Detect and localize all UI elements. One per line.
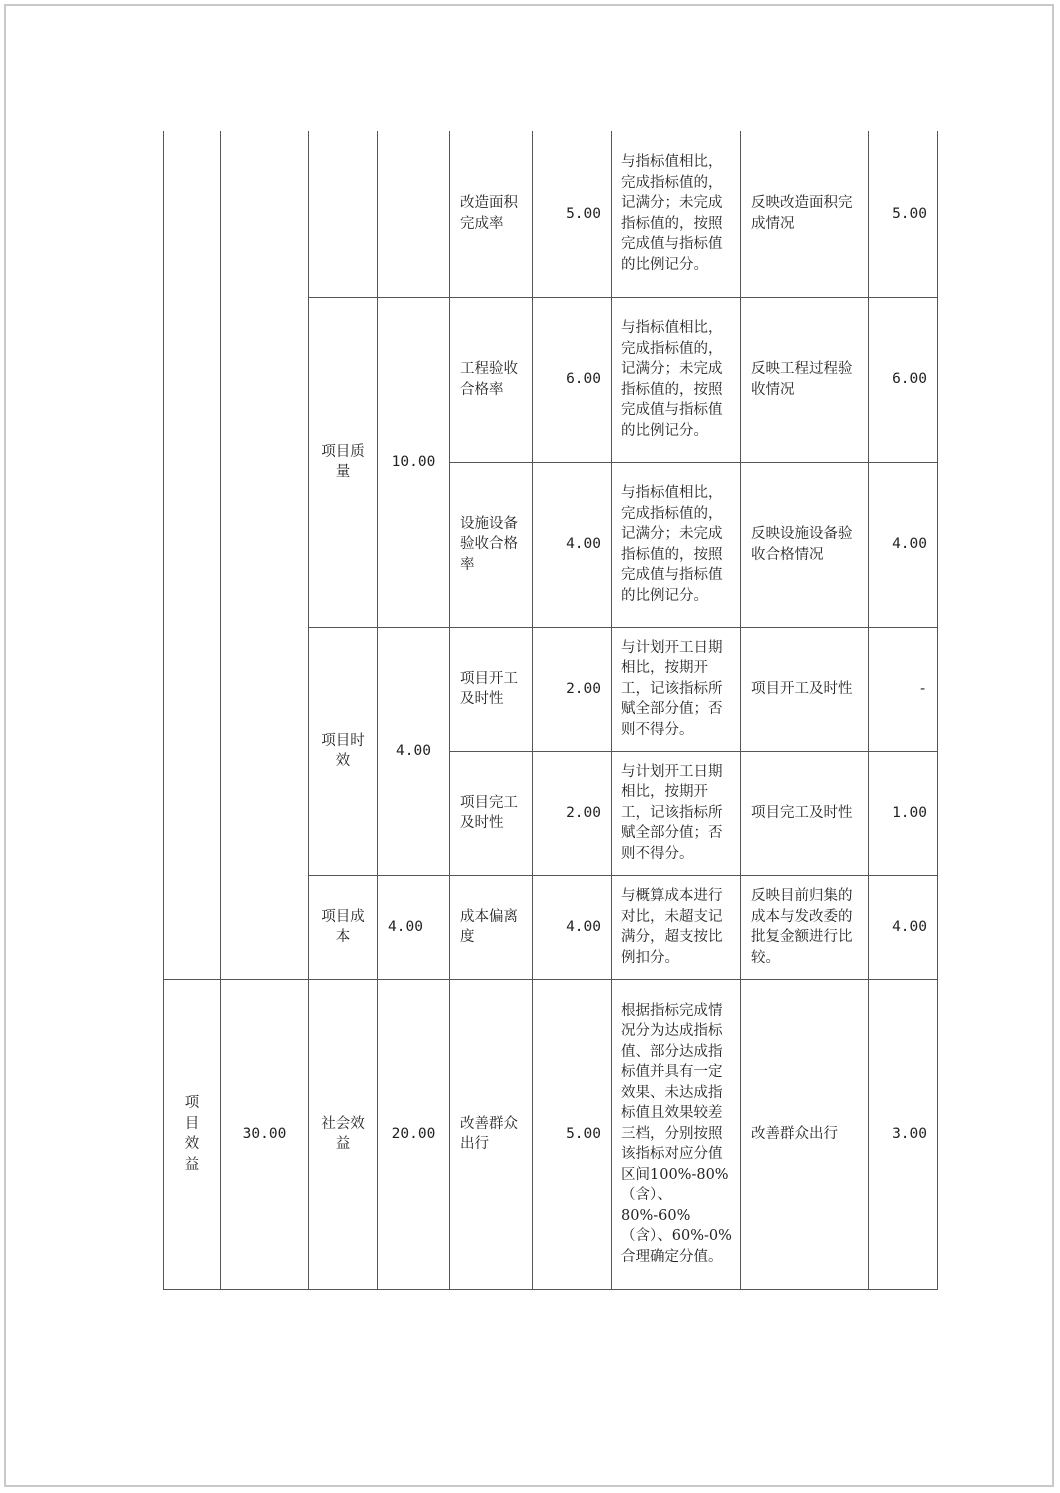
table-row xyxy=(164,979,938,1289)
level1-name xyxy=(164,979,221,1289)
indicator-result: 1.00 xyxy=(869,751,938,875)
group-score: 4.00 xyxy=(378,627,450,875)
indicator-name: 改造面积完成率 xyxy=(450,131,533,297)
indicator-note: 项目完工及时性 xyxy=(741,751,869,875)
indicator-score: 5.00 xyxy=(533,131,612,297)
indicator-note: 改善群众出行 xyxy=(741,979,869,1289)
scoring-standard: 与计划开工日期相比，按期开工，记该指标所赋全部分值；否则不得分。 xyxy=(612,627,741,751)
indicator-name: 项目开工及时性 xyxy=(450,627,533,751)
indicator-result: 3.00 xyxy=(869,979,938,1289)
group-name: 项目时效 xyxy=(309,627,378,875)
group-score: 10.00 xyxy=(378,297,450,627)
group-name: 项目质量 xyxy=(309,297,378,627)
level1-char: 益 xyxy=(184,1156,200,1173)
group-name: 社会效益 xyxy=(309,979,378,1289)
indicator-score: 2.00 xyxy=(533,627,612,751)
group-name: 项目成本 xyxy=(309,875,378,979)
indicator-name: 改善群众出行 xyxy=(450,979,533,1289)
indicator-name: 设施设备验收合格率 xyxy=(450,462,533,627)
group-score-cell-empty xyxy=(378,131,450,297)
scoring-standard: 根据指标完成情况分为达成指标值、部分达成指标值并具有一定效果、未达成指标值且效果较差三档，分别按照该指标对应分值区间100%-80%（含）、80%-60%（含）、60%-0%合理确定分值。 xyxy=(612,979,741,1289)
group-score: 4.00 xyxy=(378,875,450,979)
indicator-name: 成本偏离度 xyxy=(450,875,533,979)
level1-score: 30.00 xyxy=(221,979,309,1289)
indicator-score: 2.00 xyxy=(533,751,612,875)
performance-table xyxy=(163,131,938,1290)
scoring-standard: 与指标值相比，完成指标值的，记满分；未完成指标值的，按照完成值与指标值的比例记分。 xyxy=(612,462,741,627)
indicator-note: 反映工程过程验收情况 xyxy=(741,297,869,462)
scoring-standard: 与计划开工日期相比，按期开工，记该指标所赋全部分值；否则不得分。 xyxy=(612,751,741,875)
group-score: 20.00 xyxy=(378,979,450,1289)
indicator-result: 4.00 xyxy=(869,462,938,627)
indicator-note: 反映目前归集的成本与发改委的批复金额进行比较。 xyxy=(741,875,869,979)
scoring-standard: 与概算成本进行对比，未超支记满分，超支按比例扣分。 xyxy=(612,875,741,979)
indicator-name: 项目完工及时性 xyxy=(450,751,533,875)
level1-char: 目 xyxy=(184,1115,200,1132)
indicator-score: 4.00 xyxy=(533,875,612,979)
level1-score-cell-empty xyxy=(221,131,309,979)
indicator-result: 4.00 xyxy=(869,875,938,979)
indicator-result: 6.00 xyxy=(869,297,938,462)
indicator-result: - xyxy=(869,627,938,751)
table-row xyxy=(164,131,938,297)
indicator-score: 5.00 xyxy=(533,979,612,1289)
level1-cell-empty xyxy=(164,131,221,979)
indicator-result: 5.00 xyxy=(869,131,938,297)
scoring-standard: 与指标值相比，完成指标值的，记满分；未完成指标值的，按照完成值与指标值的比例记分。 xyxy=(612,131,741,297)
indicator-score: 4.00 xyxy=(533,462,612,627)
indicator-name: 工程验收合格率 xyxy=(450,297,533,462)
level1-char: 效 xyxy=(184,1136,200,1152)
level1-char: 项 xyxy=(184,1095,200,1111)
indicator-score: 6.00 xyxy=(533,297,612,462)
scoring-standard: 与指标值相比，完成指标值的，记满分；未完成指标值的，按照完成值与指标值的比例记分。 xyxy=(612,297,741,462)
indicator-note: 项目开工及时性 xyxy=(741,627,869,751)
indicator-note: 反映设施设备验收合格情况 xyxy=(741,462,869,627)
group-cell-empty xyxy=(309,131,378,297)
indicator-note: 反映改造面积完成情况 xyxy=(741,131,869,297)
